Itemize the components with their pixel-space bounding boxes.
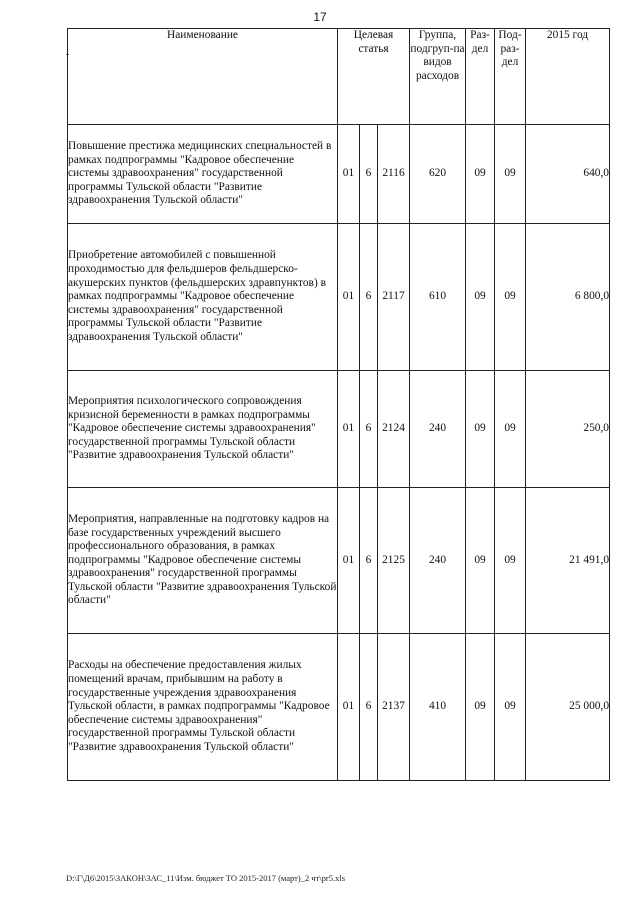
table-row [68,125,610,224]
row-cs-code: 2124 [378,371,410,488]
row-subsection: 09 [495,488,526,634]
row-name: Мероприятия психологического сопровождения кризисной беременности в рамках подпрограммы "Кадровое обеспечение системы здравоохранения" государственной программы Тульской области "Развитие здравоохранения Тульской области" [68,371,338,488]
row-cs-program: 01 [338,224,360,371]
budget-table [67,28,610,781]
table-row [68,488,610,634]
row-group: 620 [410,125,466,224]
row-section: 09 [466,371,495,488]
row-cs-program: 01 [338,125,360,224]
row-cs-code: 2116 [378,125,410,224]
row-section: 09 [466,125,495,224]
header-section: Раз-дел [466,29,495,125]
row-name: Расходы на обеспечение предоставления жилых помещений врачам, прибывшим на работу в государственные учреждения здравоохранения Тульской области, в рамках подпрограммы "Кадровое обеспечение системы здравоохранения" государственной программы Тульской области "Развитие здравоохранения Тульской области" [68,634,338,781]
row-amount: 250,0 [526,371,610,488]
row-group: 410 [410,634,466,781]
page-number: 17 [313,10,327,24]
header-year: 2015 год [526,29,610,125]
row-amount: 25 000,0 [526,634,610,781]
header-subsection: Под-раз-дел [495,29,526,125]
row-subsection: 09 [495,371,526,488]
row-name: Мероприятия, направленные на подготовку кадров на базе государственных учреждений высшего профессионального образования, в рамках подпрограммы "Кадровое обеспечение системы здравоохранения" государственной программы Тульской области "Развитие здравоохранения Тульской области" [68,488,338,634]
row-cs-code: 2137 [378,634,410,781]
row-amount: 640,0 [526,125,610,224]
row-subsection: 09 [495,125,526,224]
footer-file-path: D:\Г\Д6\2015\ЗАКОН\ЗАС_11\Изм. бюджет ТО 2015-2017 (март)_2 чт\pr5.xls [66,873,346,883]
table-row [68,224,610,371]
row-section: 09 [466,224,495,371]
row-name: Повышение престижа медицинских специальностей в рамках подпрограммы "Кадровое обеспечение системы здравоохранения" государственной программы Тульской области "Развитие здравоохранения Тульской области" [68,125,338,224]
row-cs-subprogram: 6 [360,488,378,634]
row-cs-program: 01 [338,488,360,634]
row-group: 240 [410,488,466,634]
row-cs-subprogram: 6 [360,125,378,224]
header-target-article: Целевая статья [338,29,410,125]
row-subsection: 09 [495,224,526,371]
row-cs-subprogram: 6 [360,371,378,488]
header-expense-group: Группа, подгруп-па видов расходов [410,29,466,125]
row-group: 240 [410,371,466,488]
table-row [68,371,610,488]
row-section: 09 [466,634,495,781]
table-row [68,634,610,781]
row-name: Приобретение автомобилей с повышенной проходимостью для фельдшеров фельдшерско-акушерских пунктов (фельдшерских здравпунктов) в рамках подпрограммы "Кадровое обеспечение системы здравоохранения" государственной программы Тульской области "Развитие здравоохранения Тульской области" [68,224,338,371]
row-cs-program: 01 [338,371,360,488]
row-cs-subprogram: 6 [360,224,378,371]
row-amount: 21 491,0 [526,488,610,634]
table-header-row [68,29,610,125]
row-section: 09 [466,488,495,634]
row-cs-program: 01 [338,634,360,781]
row-cs-subprogram: 6 [360,634,378,781]
row-amount: 6 800,0 [526,224,610,371]
row-group: 610 [410,224,466,371]
row-cs-code: 2117 [378,224,410,371]
row-cs-code: 2125 [378,488,410,634]
row-subsection: 09 [495,634,526,781]
header-name: Наименование [68,29,338,125]
